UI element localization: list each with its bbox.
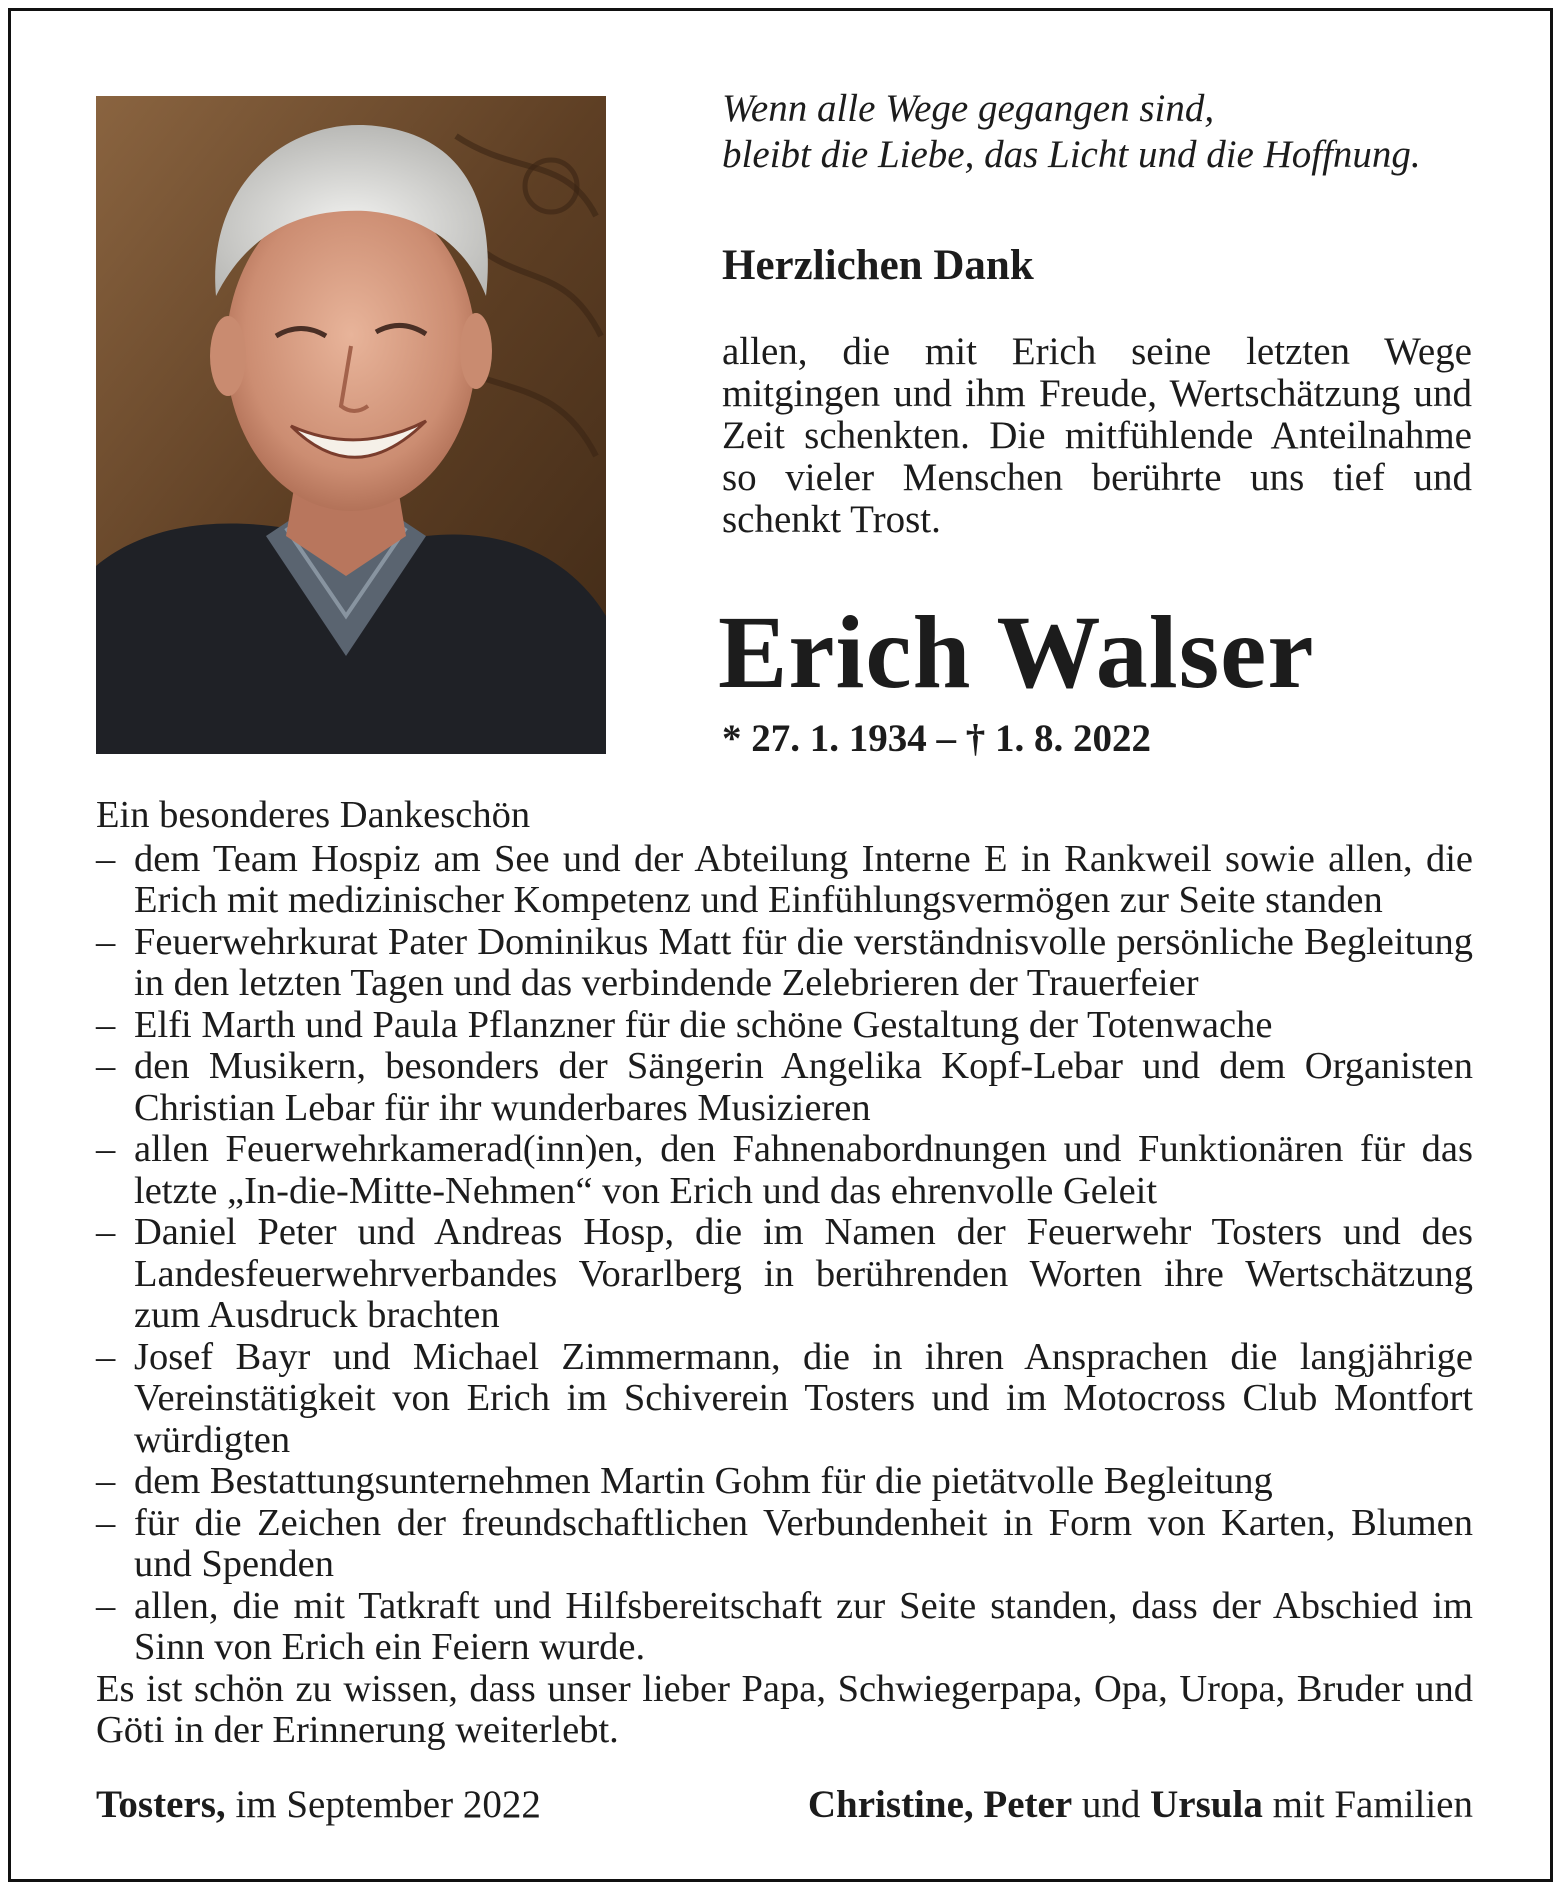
dash-marker: – <box>96 1128 116 1170</box>
list-item-text: Daniel Peter und Andreas Hosp, die im Namen der Feuerwehr Tosters und des Landesfeuerwehrverbandes Vorarlberg in berührenden Worten ihre Wertschätzung zum Ausdruck brachten <box>134 1211 1473 1336</box>
list-item <box>96 922 1473 1005</box>
dash-marker: – <box>96 1584 116 1627</box>
dash-marker: – <box>96 1003 116 1046</box>
thanks-heading: Herzlichen Dank <box>722 242 1034 289</box>
list-item <box>96 1046 1473 1129</box>
deceased-name: Erich Walser <box>718 595 1315 710</box>
list-item-text: Feuerwehrkurat Pater Dominikus Matt für die verständnisvolle persönliche Begleitung in den letzten Tagen und das verbindende Zelebrieren der Trauerfeier <box>134 920 1473 1004</box>
closing-paragraph: Es ist schön zu wissen, dass unser lieber Papa, Schwiegerpapa, Opa, Uropa, Bruder und Göti in der Erinnerung weiterlebt. <box>96 1667 1473 1751</box>
signatory-2: Peter <box>983 1783 1073 1826</box>
header-column <box>718 86 1472 760</box>
list-item <box>96 1586 1473 1669</box>
list-item-text: dem Team Hospiz am See und der Abteilung Interne E in Rankweil sowie allen, die Erich mit medizinischer Kompetenz und Einfühlungsvermögen zur Seite standen <box>134 837 1473 921</box>
list-item <box>96 1129 1473 1212</box>
thanks-list <box>96 839 1473 1669</box>
motto-line-2: bleibt die Liebe, das Licht und die Hoffnung. <box>722 133 1421 176</box>
dash-marker: – <box>96 1501 116 1544</box>
special-thanks-section <box>96 795 1473 1752</box>
signatory-suffix: mit Familien <box>1262 1783 1473 1826</box>
special-thanks-heading: Ein besonderes Dankeschön <box>96 794 531 836</box>
dash-marker: – <box>96 1211 116 1253</box>
signatories <box>808 1782 1473 1827</box>
list-item-text: Josef Bayr und Michael Zimmermann, die in ihren Ansprachen die langjährige Vereinstätigkeit von Erich im Schiverein Tosters und im Motocross Club Montfort würdigten <box>134 1335 1473 1461</box>
list-item <box>96 1503 1473 1586</box>
list-item-text: für die Zeichen der freundschaftlichen Verbundenheit in Form von Karten, Blumen und Spenden <box>134 1501 1473 1585</box>
motto <box>722 86 1472 178</box>
conjunction: und <box>1072 1783 1151 1826</box>
intro-paragraph: allen, die mit Erich seine letzten Wege mitgingen und ihm Freude, Wertschätzung und Zeit schenkten. Die mitfühlende Anteilnahme so vieler Menschen berührte uns tief und schenkt Trost. <box>722 330 1472 541</box>
portrait-photo <box>96 96 606 754</box>
list-item-text: Elfi Marth und Paula Pflanzner für die schöne Gestaltung der Totenwache <box>134 1003 1273 1046</box>
list-item <box>96 1461 1473 1503</box>
list-item <box>96 1337 1473 1462</box>
list-item <box>96 1212 1473 1337</box>
dash-marker: – <box>96 1460 116 1502</box>
list-item-text: allen, die mit Tatkraft und Hilfsbereitschaft zur Seite standen, dass der Abschied im Sinn von Erich ein Feiern wurde. <box>134 1584 1473 1668</box>
dash-marker: – <box>96 1335 116 1378</box>
date: im September 2022 <box>225 1783 541 1826</box>
signatory-1: Christine, <box>807 1783 974 1826</box>
dash-marker: – <box>96 1045 116 1087</box>
signature-footer <box>96 1782 1473 1827</box>
list-item-text: allen Feuerwehrkamerad(inn)en, den Fahnenabordnungen und Funktionären für das letzte „In-die-Mitte-Nehmen“ von Erich und das ehrenvolle Geleit <box>134 1128 1473 1212</box>
signatory-3: Ursula <box>1150 1783 1263 1826</box>
list-item <box>96 839 1473 922</box>
place-date <box>96 1782 541 1827</box>
list-item-text: dem Bestattungsunternehmen Martin Gohm für die pietätvolle Begleitung <box>134 1460 1273 1502</box>
place: Tosters, <box>96 1783 226 1826</box>
motto-line-1: Wenn alle Wege gegangen sind, <box>722 87 1215 130</box>
dash-marker: – <box>96 837 116 880</box>
dash-marker: – <box>96 920 116 963</box>
list-item <box>96 1005 1473 1047</box>
list-item-text: den Musikern, besonders der Sängerin Angelika Kopf-Lebar und dem Organisten Christian Lebar für ihr wunderbares Musizieren <box>134 1045 1473 1129</box>
life-dates: * 27. 1. 1934 – † 1. 8. 2022 <box>722 717 1151 760</box>
